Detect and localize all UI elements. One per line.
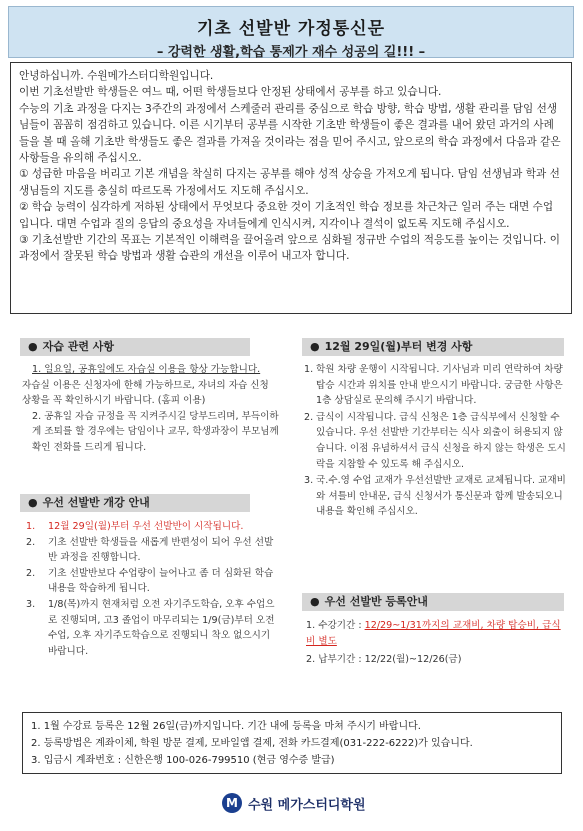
intro-line: 안녕하십니까. 수원메가스터디학원입니다. (19, 70, 214, 82)
list-item: 1. 12월 29일(월)부터 우선 선발반이 시작됩니다. (26, 521, 244, 532)
section-title-opening: ● 우선 선발반 개강 안내 (20, 494, 250, 512)
intro-line: ② 학습 능력이 심각하게 저하된 상태에서 무엇보다 중요한 것이 기초적인 학습 정보를 차근차근 일러 주는 대면 수업입니다. 대면 수업과 질의 응답의 중요성을 자녀들에게 인식시켜, 지각이나 결석이 없도록 지도해 주십시오. (19, 201, 554, 230)
intro-line: 수능의 기초 과정을 다지는 3주간의 과정에서 스케줄러 관리를 중심으로 학습 방향, 학습 방법, 생활 관리를 담임 선생님들이 꼼꼼히 점검하고 있습니다. 이른 시기부터 공부를 시작한 기초반 학생들이 좋은 결과를 내어 왔던 과거의 사례들을 볼 때 올해 기초반 학생들도 좋은 결과를 가져올 것이라는 점을 믿어 주시고, 앞으로의 학습 과정에서 다음과 같은 사항들을 유의해 주십시오. (19, 102, 561, 165)
section-title-changes: ● 12월 29일(월)부터 변경 사항 (302, 338, 564, 356)
register-period-value: 12/29~1/31까지의 교재비, 차량 탑승비, 급식비 별도 (306, 620, 561, 647)
list-item: 2. 기초 선발반 학생들을 새롭게 반편성이 되어 우선 선발반 과정을 진행합니다. (26, 536, 274, 564)
list-item: 2. 급식이 시작됩니다. 급식 신청은 1층 급식부에서 신청할 수 있습니다. 우선 선발반 기간부터는 식사 외출이 허용되지 않습니다. 이점 유념하셔서 급식 신청을 하지 않는 학생은 도시락을 지참할 수 있도록 해 주십시오. (304, 411, 566, 470)
bullet-icon: ● (28, 340, 38, 353)
academy-name: 수원 메가스터디학원 (248, 797, 366, 813)
academy-logo (222, 790, 366, 816)
list-item: 1. 학원 차량 운행이 시작됩니다. 기사님과 미리 연락하여 차량 탑승 시간과 위치를 안내 받으시기 바랍니다. 궁금한 사항은 1층 상담실로 문의해 주시기 바랍니다. (304, 364, 563, 407)
self-study-line: 자습실 이용은 신청자에 한해 가능하므로, 자녀의 자습 신청 상황을 꼭 확인하시기 바랍니다. (홈피 이용) (22, 379, 269, 407)
list-item: 3. 1/8(목)까지 현재처럼 오전 자기주도학습, 오후 수업으로 진행되며, 고3 졸업이 마무리되는 1/9(금)부터 오전 수업, 오후 자기주도학습으로 진행되니 착오 없으시기 바랍니다. (26, 598, 275, 657)
page-subtitle: – 강력한 생활,학습 통제가 재수 성공의 길!!! – (156, 45, 426, 60)
intro-line: ① 성급한 마음을 버리고 기본 개념을 착실히 다지는 공부를 해야 성적 상승을 가져오게 됩니다. 담임 선생님과 학과 선생님들의 지도를 충실히 따르도록 가정에서도 지도해 주십시오. (19, 168, 560, 197)
section-title-register: ● 우선 선발반 등록안내 (302, 593, 564, 611)
intro-box (10, 62, 572, 314)
intro-line: 이번 기초선발반 학생들은 여느 때, 어떤 학생들보다 안정된 상태에서 공부를 하고 있습니다. (19, 86, 442, 99)
intro-line: ③ 기초선발반 기간의 목표는 기본적인 이해력을 끌어올려 앞으로 심화될 정규반 수업의 적응도를 높이는 것입니다. 이 과정에서 잘못된 학습 방법과 생활 습관의 개선을 이루어 내고자 합니다. (19, 234, 560, 263)
payment-line: 2. 등록방법은 계좌이체, 학원 방문 결제, 모바일앱 결제, 전화 카드결제(031-222-6222)가 있습니다. (31, 738, 473, 749)
section-title-self-study: ● 자습 관련 사항 (20, 338, 250, 356)
bullet-icon: ● (310, 340, 320, 353)
list-item: 3. 국.수.영 수업 교재가 우선선발반 교재로 교체됩니다. 교재비와 셔틀비 안내문, 급식 신청서가 통신문과 함께 발송되오니 내용을 확인해 주십시오. (304, 475, 566, 518)
megastudy-logo-icon: M (222, 793, 242, 813)
opening-body (26, 519, 280, 659)
changes-body (304, 362, 566, 520)
register-line: 2. 납부기간 : 12/22(월)~12/26(금) (306, 654, 462, 666)
payment-info-box (22, 712, 562, 774)
payment-line: 3. 입금시 계좌번호 : 신한은행 100-026-799510 (현금 영수증 발급) (31, 755, 335, 766)
header-banner (8, 6, 574, 58)
list-item: 2. 기초 선발반보다 수업량이 늘어나고 좀 더 심화된 학습 내용을 학습하게 됩니다. (26, 567, 274, 595)
bullet-icon: ● (310, 595, 320, 608)
self-study-line: 2. 공휴일 자습 규정을 꼭 지켜주시길 당부드리며, 부득이하게 조퇴를 할 경우에는 담임이나 교무, 학생과장이 부모님께 확인 전화를 드리게 됩니다. (32, 410, 279, 453)
self-study-line: 1. 일요일, 공휴일에도 자습실 이용을 항상 가능합니다. (32, 364, 261, 375)
register-line: 1. 수강기간 : 12/29~1/31까지의 교재비, 차량 탑승비, 급식비 별도 (306, 620, 561, 647)
page-title: 기초 선발반 가정통신문 (196, 19, 386, 39)
payment-line: 1. 1월 수강료 등록은 12월 26일(금)까지입니다. 기간 내에 등록을 마쳐 주시기 바랍니다. (31, 721, 421, 732)
register-body (306, 618, 568, 668)
self-study-body (22, 362, 280, 456)
bullet-icon: ● (28, 496, 38, 509)
